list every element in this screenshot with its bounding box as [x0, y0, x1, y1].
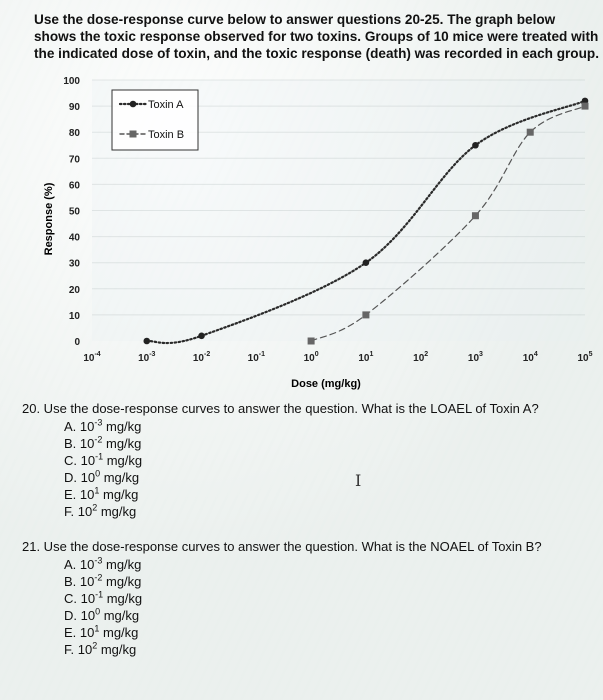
answer-option[interactable]	[22, 590, 542, 607]
legend-label: Toxin B	[148, 129, 185, 141]
option-exponent: 2	[92, 640, 98, 651]
option-exponent: 0	[95, 606, 101, 617]
instructions-text: Use the dose-response curve below to answer questions 20-25. The graph below shows the toxic response observed for two toxins. Groups of 10 mice were treated with the indicated dose of toxin, and the toxic response (death) was recorded in each group.	[34, 12, 599, 61]
y-tick-label: 30	[68, 258, 80, 270]
option-exponent: -1	[95, 589, 104, 600]
x-tick-label: $10^1$	[358, 351, 374, 364]
option-exponent: -3	[94, 417, 103, 428]
option-base: 10	[80, 453, 96, 468]
option-unit: mg/kg	[102, 557, 142, 572]
option-letter: F.	[64, 642, 78, 657]
y-tick-label: 60	[68, 180, 80, 192]
answer-option[interactable]	[22, 573, 542, 590]
option-letter: B.	[64, 436, 80, 451]
option-exponent: 0	[95, 468, 101, 479]
question-20-stem: 20. Use the dose-response curves to answer the question. What is the LOAEL of Toxin A?	[22, 401, 539, 416]
y-tick-label: 0	[74, 337, 80, 348]
option-letter: D.	[64, 608, 81, 623]
option-exponent: 1	[94, 623, 100, 634]
y-tick-label: 70	[68, 154, 80, 166]
answer-option[interactable]	[22, 486, 539, 503]
y-axis-label: Response (%)	[43, 182, 55, 256]
data-point-toxin-b	[472, 212, 479, 219]
option-exponent: -2	[94, 434, 103, 445]
x-tick-label: $10^{-2}$	[192, 351, 211, 364]
option-base: 10	[79, 436, 95, 451]
option-base: 10	[79, 419, 95, 434]
answer-option[interactable]	[22, 503, 539, 520]
data-point-toxin-a	[363, 259, 370, 266]
option-letter: C.	[64, 591, 81, 606]
answer-option[interactable]	[22, 556, 542, 573]
x-tick-label: $10^5$	[577, 351, 593, 364]
x-tick-label: $10^2$	[413, 351, 429, 364]
answer-option[interactable]	[22, 641, 542, 658]
option-unit: mg/kg	[102, 436, 142, 451]
x-tick-label: $10^{-4}$	[83, 351, 101, 364]
x-tick-label: $10^{-3}$	[138, 351, 156, 364]
option-base: 10	[79, 574, 95, 589]
answer-option[interactable]	[22, 452, 539, 469]
option-exponent: 1	[94, 485, 100, 496]
x-tick-label: $10^{-1}$	[247, 351, 266, 364]
legend-marker-circle	[130, 101, 137, 108]
y-tick-label: 40	[68, 232, 80, 244]
y-tick-label: 80	[68, 128, 80, 140]
y-tick-label: 90	[68, 102, 80, 114]
data-point-toxin-a	[198, 332, 205, 339]
option-unit: mg/kg	[102, 419, 142, 434]
option-unit: mg/kg	[99, 625, 139, 640]
option-unit: mg/kg	[102, 574, 142, 589]
option-exponent: -2	[94, 572, 103, 583]
option-base: 10	[80, 608, 96, 623]
option-unit: mg/kg	[97, 642, 137, 657]
question-20	[22, 400, 539, 520]
option-letter: C.	[64, 453, 81, 468]
answer-option[interactable]	[22, 469, 539, 486]
option-exponent: -3	[94, 555, 103, 566]
option-letter: A.	[64, 419, 80, 434]
option-unit: mg/kg	[97, 504, 137, 519]
data-point-toxin-b	[308, 338, 315, 345]
legend	[112, 90, 198, 150]
question-21-stem: 21. Use the dose-response curves to answer the question. What is the NOAEL of Toxin B?	[22, 539, 542, 554]
option-unit: mg/kg	[100, 470, 140, 485]
x-tick-label: $10^3$	[467, 351, 483, 364]
data-point-toxin-b	[527, 129, 534, 136]
option-base: 10	[77, 504, 93, 519]
answer-option[interactable]	[22, 607, 542, 624]
y-tick-label: 20	[68, 284, 80, 296]
x-tick-label: $10^4$	[522, 351, 538, 364]
option-base: 10	[80, 591, 96, 606]
answer-option[interactable]	[22, 435, 539, 452]
option-unit: mg/kg	[103, 453, 143, 468]
option-letter: B.	[64, 574, 80, 589]
question-21	[22, 538, 542, 658]
answer-option[interactable]	[22, 418, 539, 435]
text-cursor-icon: I	[355, 471, 362, 490]
x-axis-label: Dose (mg/kg)	[291, 378, 361, 390]
y-tick-label: 50	[68, 206, 80, 218]
option-base: 10	[79, 625, 95, 640]
data-point-toxin-a	[472, 142, 479, 149]
option-unit: mg/kg	[99, 487, 139, 502]
answer-option[interactable]	[22, 624, 542, 641]
option-base: 10	[79, 557, 95, 572]
option-exponent: -1	[95, 451, 104, 462]
data-point-toxin-b	[362, 311, 369, 318]
option-letter: E.	[64, 487, 80, 502]
option-unit: mg/kg	[103, 591, 143, 606]
legend-label: Toxin A	[148, 99, 184, 111]
option-letter: D.	[64, 470, 81, 485]
x-tick-label: $10^0$	[303, 351, 319, 364]
option-letter: E.	[64, 625, 80, 640]
legend-marker-square	[130, 131, 137, 138]
y-tick-label: 100	[63, 76, 80, 87]
data-point-toxin-b	[582, 103, 589, 110]
data-point-toxin-a	[143, 338, 150, 345]
option-base: 10	[79, 487, 95, 502]
option-letter: F.	[64, 504, 78, 519]
y-tick-label: 10	[68, 310, 80, 322]
option-exponent: 2	[92, 502, 98, 513]
option-base: 10	[80, 470, 96, 485]
option-letter: A.	[64, 557, 80, 572]
option-base: 10	[77, 642, 93, 657]
option-unit: mg/kg	[100, 608, 140, 623]
